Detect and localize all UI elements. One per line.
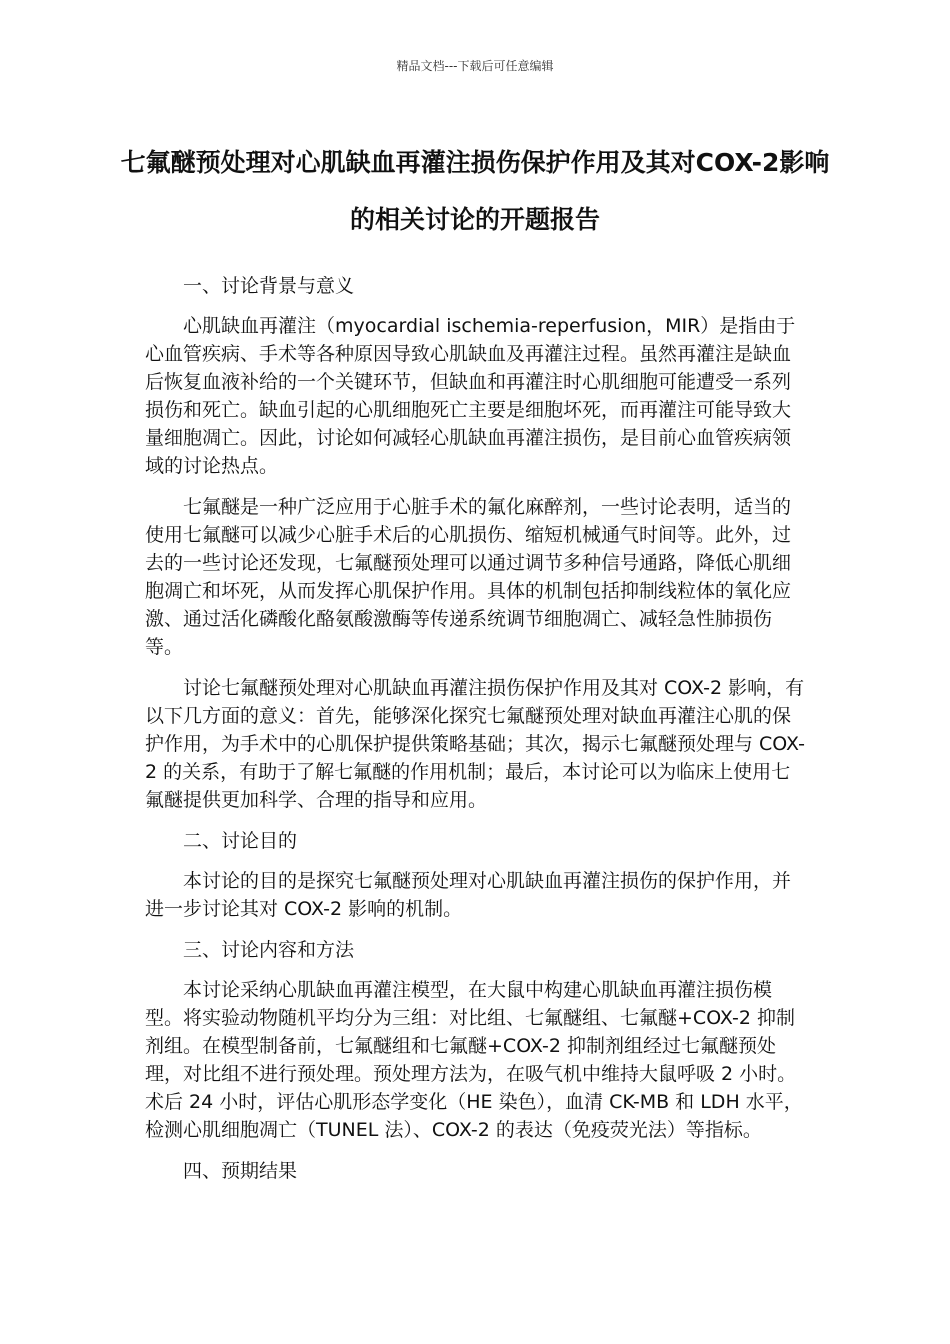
section-heading: 一、讨论背景与意义 (183, 275, 355, 297)
paragraph: 心肌缺血再灌注（myocardial ischemia-reperfusion，MIR）是指由于心血管疾病、手术等各种原因导致心肌缺血及再灌注过程。虽然再灌注是缺血后恢复血液补给的一个关键环节，但缺血和再灌注时心肌细胞可能遭受一系列损伤和死亡。缺血引起的心肌细胞死亡主要是细胞坏死，而再灌注可能导致大量细胞凋亡。因此，讨论如何减轻心肌缺血再灌注损伤，是目前心血管疾病领域的讨论热点。 (145, 315, 796, 477)
section-heading: 二、讨论目的 (183, 830, 298, 852)
document-title: 七氟醚预处理对心肌缺血再灌注损伤保护作用及其对COX-2影响的相关讨论的开题报告 (120, 148, 830, 234)
paragraph: 七氟醚是一种广泛应用于心脏手术的氟化麻醉剂，一些讨论表明，适当的使用七氟醚可以减少心脏手术后的心肌损伤、缩短机械通气时间等。此外，过去的一些讨论还发现，七氟醚预处理可以通过调节多种信号通路，降低心肌细胞凋亡和坏死，从而发挥心肌保护作用。具体的机制包括抑制线粒体的氧化应激、通过活化磷酸化酪氨酸激酶等传递系统调节细胞凋亡、减轻急性肺损伤等。 (145, 496, 792, 658)
section-heading: 三、讨论内容和方法 (183, 939, 355, 961)
paragraph: 本讨论的目的是探究七氟醚预处理对心肌缺血再灌注损伤的保护作用，并进一步讨论其对 COX-2 影响的机制。 (145, 870, 792, 920)
document-body (145, 272, 807, 1197)
paragraph: 讨论七氟醚预处理对心肌缺血再灌注损伤保护作用及其对 COX-2 影响，有以下几方面的意义：首先，能够深化探究七氟醚预处理对缺血再灌注心肌的保护作用，为手术中的心肌保护提供策略基础；其次，揭示七氟醚预处理与 COX-2 的关系，有助于了解七氟醚的作用机制；最后，本讨论可以为临床上使用七氟醚提供更加科学、合理的指导和应用。 (145, 677, 805, 811)
page-header: 精品文档---下载后可任意编辑 (396, 59, 554, 73)
section-heading: 四、预期结果 (183, 1160, 298, 1182)
paragraph: 本讨论采纳心肌缺血再灌注模型，在大鼠中构建心肌缺血再灌注损伤模型。将实验动物随机平均分为三组：对比组、七氟醚组、七氟醚+COX-2 抑制剂组。在模型制备前，七氟醚组和七氟醚+COX-2 抑制剂组经过七氟醚预处理，对比组不进行预处理。预处理方法为，在吸气机中维持大鼠呼吸 2 小时。术后 24 小时，评估心肌形态学变化（HE 染色），血清 CK-MB 和 LDH 水平，检测心肌细胞凋亡（TUNEL 法）、COX-2 的表达（免疫荧光法）等指标。 (145, 979, 803, 1141)
